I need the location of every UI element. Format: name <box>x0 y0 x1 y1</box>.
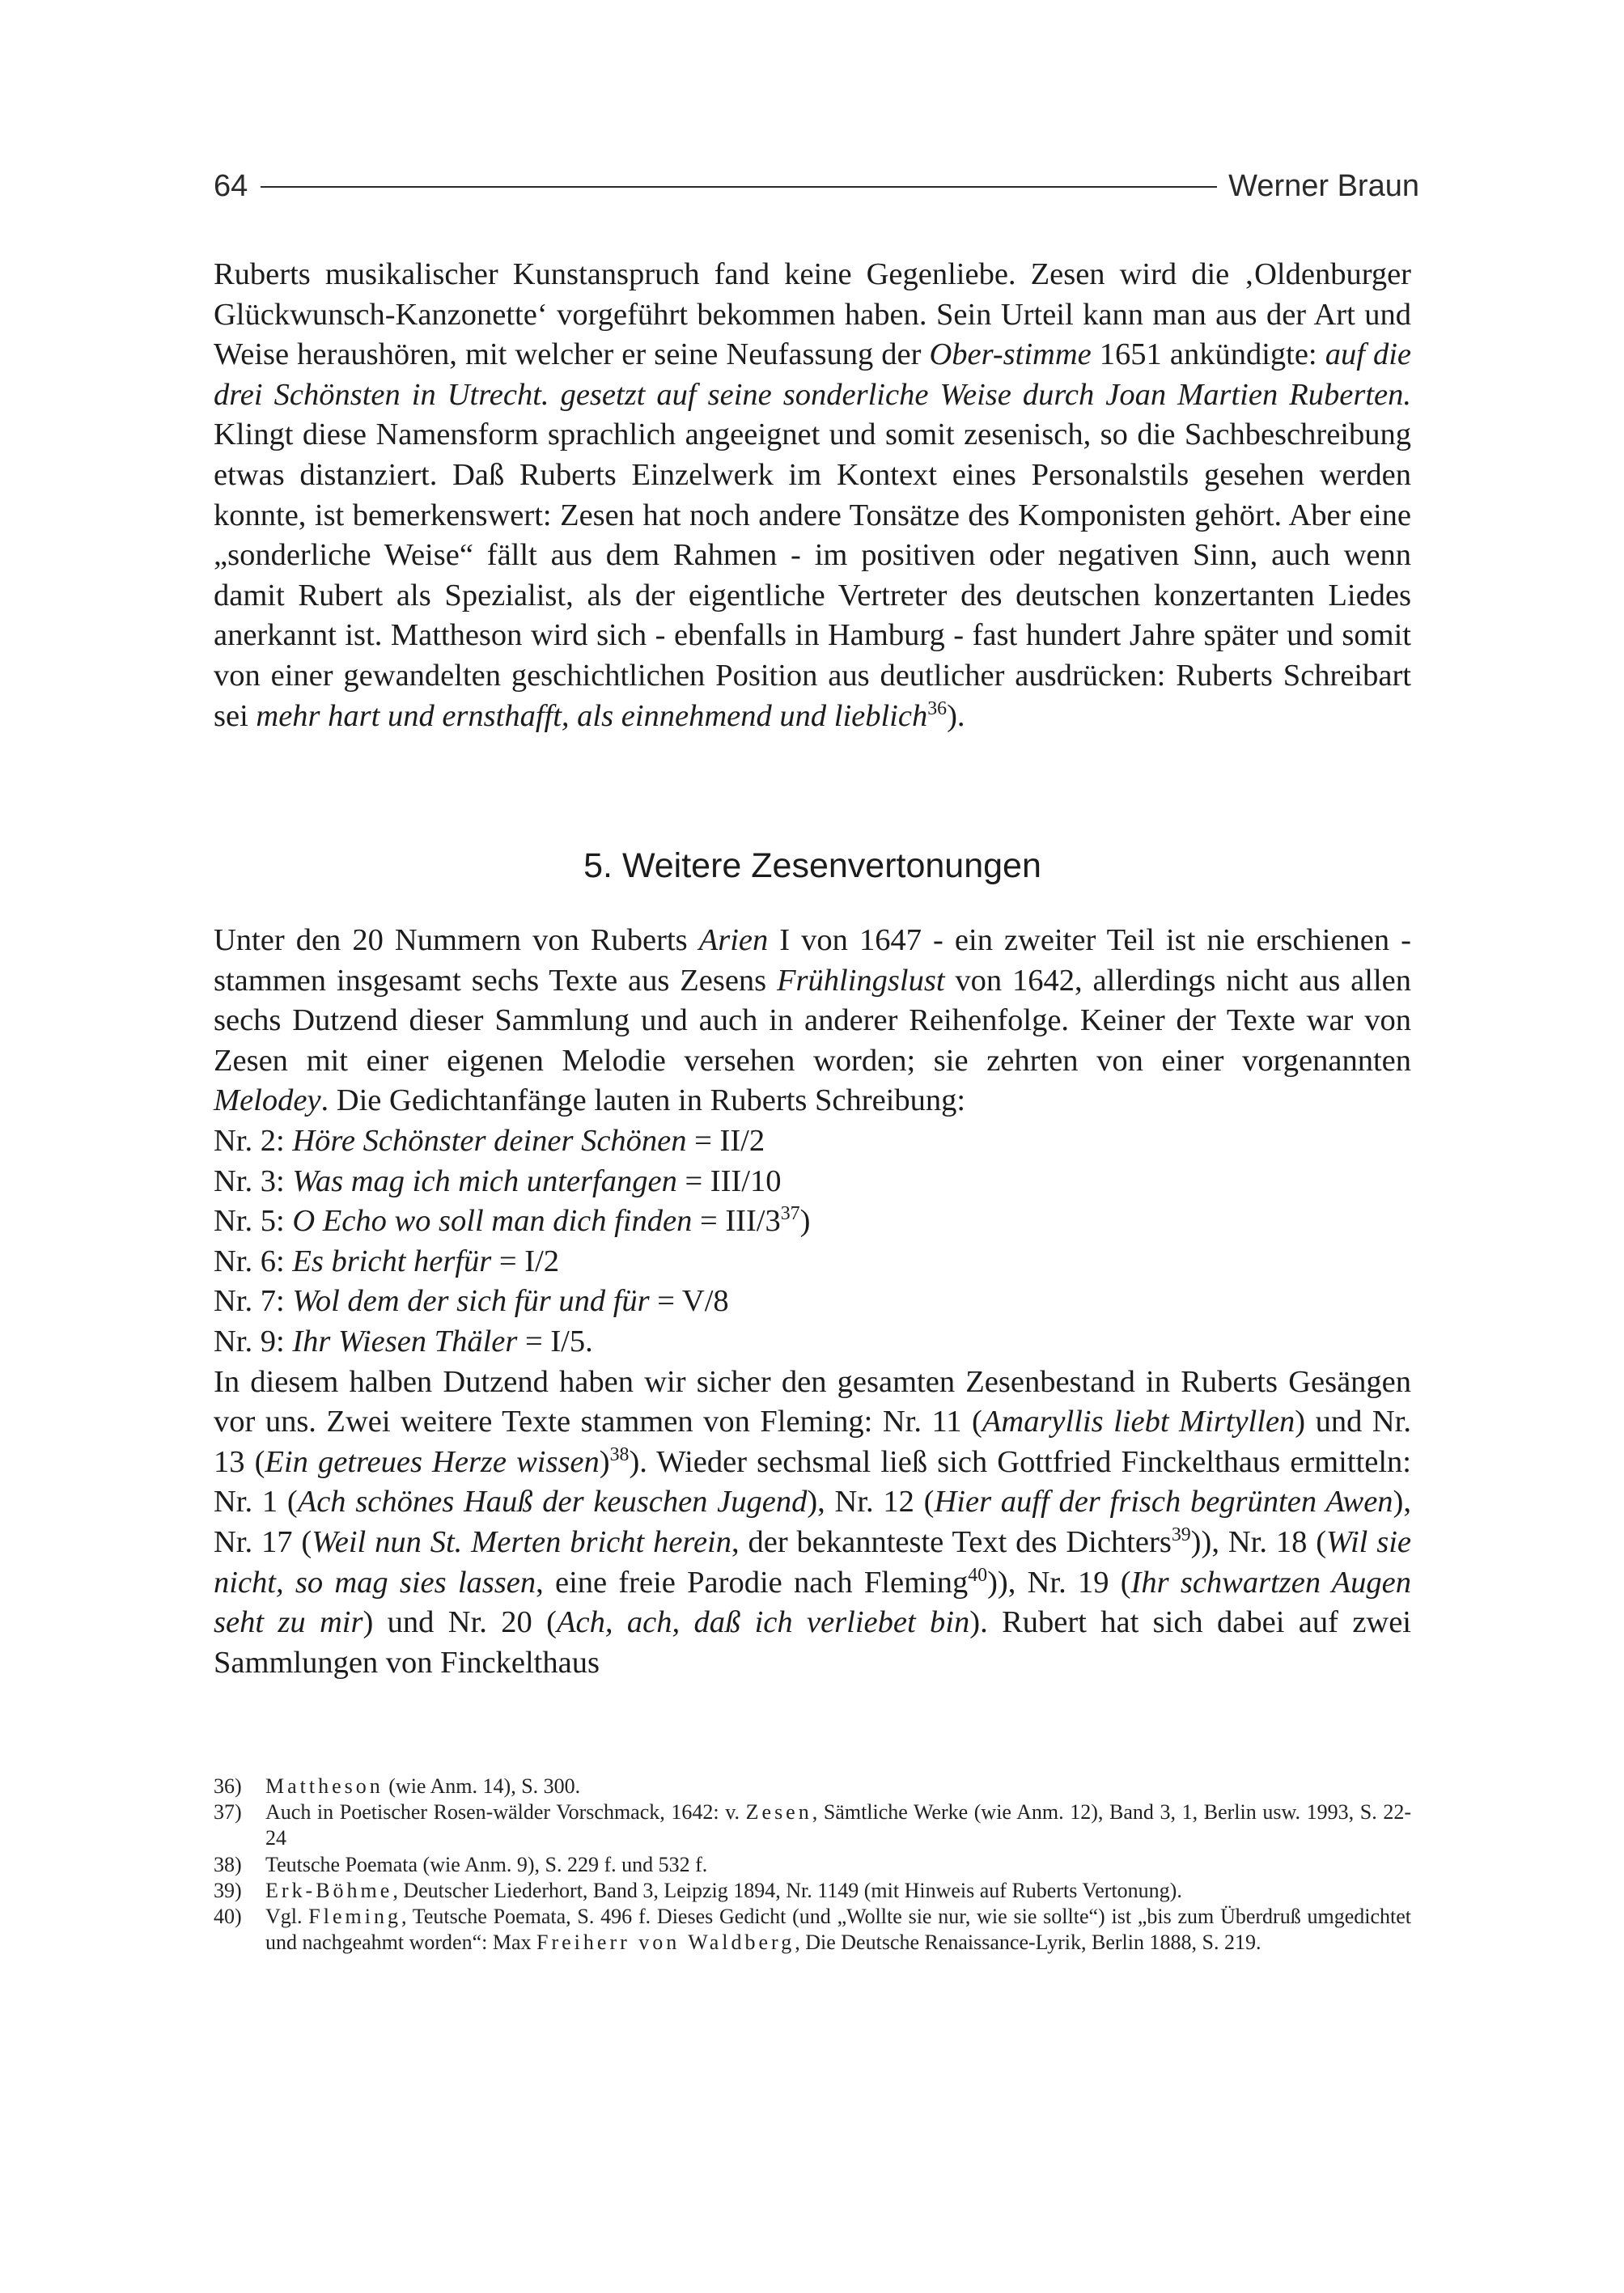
footnote-text: , Die Deutsche Renaissance-Lyrik, Berlin 1888, S. 219. <box>795 1931 1261 1955</box>
text-run: Klingt diese Namensform sprachlich angeeignet und somit zesenisch, so die Sachbeschreibung etwas distanziert. Daß Ruberts Einzelwerk im Kontext eines Personalstils gesehen werden konnte, ist bemerkenswert: Zesen hat noch andere Tonsätze des Komponisten gehört. Aber eine „sonderliche Weise“ fällt aus dem Rahmen - im positiven oder negativen Sinn, auch wenn damit Rubert als Spezialist, als der eigentliche Vertreter des deutschen konzertanten Liedes anerkannt ist. Mattheson wird sich - ebenfalls in Hamburg - fast hundert Jahre später und somit von einer gewandelten geschichtlichen Position aus deutlicher ausdrücken: Ruberts Schreibart sei <box>214 417 1411 733</box>
footnote <box>214 1852 1411 1878</box>
running-header <box>214 162 1419 210</box>
song-number: Nr. 9: <box>214 1324 293 1358</box>
footnote-number: 36) <box>214 1774 242 1798</box>
text-run: ). <box>947 698 965 733</box>
footnote-text: Vgl. <box>265 1905 309 1929</box>
footnote-number: 39) <box>214 1878 242 1902</box>
footnote-number: 40) <box>214 1905 242 1929</box>
song-number: Nr. 3: <box>214 1163 293 1198</box>
paragraph-fleming-finckelthaus <box>214 1363 1411 1684</box>
paragraph-rubert-kunstanspruch <box>214 255 1411 736</box>
italic-run: Ein getreues Herze wissen <box>265 1444 600 1479</box>
song-reference: = I/5. <box>517 1324 593 1358</box>
text-run: ). Wieder sechsmal ließ sich Gottfried Finckelthaus ermitteln: Nr. 1 ( <box>214 1444 1411 1519</box>
song-list-item <box>214 1242 1411 1282</box>
section-heading: 5. Weitere Zesenvertonungen <box>583 846 1041 885</box>
footnote-text: Teutsche Poemata (wie Anm. 9), S. 229 f. und 532 f. <box>265 1852 708 1876</box>
italic-run: Weil nun St. Merten bricht herein <box>312 1524 731 1559</box>
footnote-text: Auch in Poetischer Rosen-wälder Vorschmack, 1642: v. <box>265 1800 746 1825</box>
text-run: ) <box>599 1444 610 1479</box>
footnote-number: 38) <box>214 1852 242 1876</box>
song-reference: = V/8 <box>649 1284 729 1319</box>
body-text-bottom <box>214 921 1411 1683</box>
song-number: Nr. 2: <box>214 1123 293 1158</box>
song-list <box>214 1121 1411 1363</box>
page-number: 64 <box>214 169 248 203</box>
song-title: O Echo wo soll man dich finden <box>292 1204 693 1239</box>
italic-run: auf die drei Schönsten in Utrecht. gesetzt auf seine sonderliche Weise durch Joan Martien Ruberten. <box>214 337 1411 412</box>
text-run: ) und Nr. 13 ( <box>214 1405 1411 1479</box>
song-number: Nr. 5: <box>214 1204 293 1239</box>
song-list-item <box>214 1162 1411 1202</box>
text-run: )), Nr. 18 ( <box>1190 1524 1327 1559</box>
footnote-ref: 40 <box>968 1564 988 1586</box>
text-run: ), Nr. 17 ( <box>214 1485 1411 1559</box>
italic-run: Ach schönes Hauß der keuschen Jugend <box>297 1485 808 1519</box>
footnote-text: , Deutscher Liederhort, Band 3, Leipzig 1894, Nr. 1149 (mit Hinweis auf Ruberts Vertonung). <box>392 1878 1182 1902</box>
song-title: Es bricht herfür <box>292 1244 492 1278</box>
footnote-author: Fleming <box>308 1905 401 1929</box>
italic-run: Melodey <box>214 1083 321 1118</box>
song-reference: = III/10 <box>676 1163 782 1198</box>
footnote-author: Erk-Böhme <box>265 1878 393 1902</box>
italic-run: Ach, ach, daß ich verliebet bin <box>557 1605 970 1640</box>
song-reference: = I/2 <box>491 1244 560 1278</box>
text-run: Ruberts musikalischer Kunstanspruch fand keine Gegenliebe. Zesen wird die ‚Oldenburger Glückwunsch-Kanzonette‘ vorgeführt bekommen haben. Sein Urteil kann man aus der Art und Weise heraushören, mit welcher er seine Neufassung der <box>214 257 1411 372</box>
text-run: , eine freie Parodie nach Fleming <box>536 1565 969 1600</box>
paragraph-arien <box>214 921 1411 1121</box>
footnote <box>214 1904 1411 1956</box>
footnote-author: Freiherr von Waldberg <box>536 1931 795 1955</box>
footnote-ref: 36 <box>927 697 948 719</box>
text-run: ). Rubert hat sich dabei auf zwei Sammlungen von Finckelthaus <box>214 1605 1411 1680</box>
song-title: Wol dem der sich für und für <box>292 1284 650 1319</box>
footnote-number: 37) <box>214 1800 242 1825</box>
italic-run: Amaryllis liebt Mirtyllen <box>982 1405 1295 1439</box>
footnote <box>214 1878 1411 1904</box>
text-run: I von 1647 - ein zweiter Teil ist nie erschienen - stammen insgesamt sechs Texte aus Zesens <box>214 923 1411 998</box>
footnote <box>214 1774 1411 1799</box>
footnote-text: , Sämtliche Werke (wie Anm. 12), Band 3, 1, Berlin usw. 1993, S. 22-24 <box>265 1800 1411 1850</box>
song-number: Nr. 6: <box>214 1244 293 1278</box>
footnote-ref: 38 <box>609 1443 630 1465</box>
text-run: , der bekannteste Text des Dichters <box>731 1524 1172 1559</box>
text-run: )), Nr. 19 ( <box>987 1565 1131 1600</box>
running-author: Werner Braun <box>1217 167 1419 206</box>
italic-run: Ihr schwartzen Augen seht zu mir <box>214 1565 1411 1640</box>
italic-run: Wil sie nicht, so mag sies lassen <box>214 1524 1411 1600</box>
text-run: ), Nr. 12 ( <box>807 1485 935 1519</box>
footnote-text: (wie Anm. 14), S. 300. <box>383 1774 581 1798</box>
song-title: Was mag ich mich unterfangen <box>292 1163 677 1198</box>
body-text-top <box>214 255 1411 736</box>
italic-run: Hier auff der frisch begrünten Awen <box>934 1485 1393 1519</box>
footnotes <box>214 1774 1411 1956</box>
song-list-item <box>214 1282 1411 1322</box>
italic-run: mehr hart und ernsthafft, als einnehmend und lieblich <box>256 698 928 733</box>
text-run: ) und Nr. 20 ( <box>363 1605 558 1640</box>
song-title: Ihr Wiesen Thäler <box>292 1324 518 1358</box>
song-list-item <box>214 1121 1411 1162</box>
song-list-item <box>214 1322 1411 1363</box>
song-title: Höre Schönster deiner Schönen <box>292 1123 687 1158</box>
text-run: Unter den 20 Nummern von Ruberts <box>214 923 699 957</box>
footnote-ref: 39 <box>1171 1524 1191 1546</box>
text-run: von 1642, allerdings nicht aus allen sechs Dutzend dieser Sammlung und auch in anderer Reihenfolge. Keiner der Texte war von Zesen mit einer eigenen Melodie versehen worden; sie zehrten von einer vorgenannten <box>214 963 1411 1078</box>
song-reference: = III/3 <box>692 1204 781 1239</box>
song-list-item: Nr. 5: O Echo wo soll man dich finden = III/$3^{37}$) <box>214 1203 811 1239</box>
text-run: . Die Gedichtanfänge lauten in Ruberts Schreibung: <box>320 1083 966 1118</box>
footnote <box>214 1799 1411 1851</box>
text-run: 1651 ankündigte: <box>1091 337 1325 372</box>
italic-run: Ober-stimme <box>929 337 1092 372</box>
italic-run: Arien <box>698 923 769 957</box>
italic-run: Frühlingslust <box>777 963 945 998</box>
footnote-author: Zesen <box>745 1800 812 1825</box>
footnote-author: Mattheson <box>265 1774 384 1798</box>
song-reference: = II/2 <box>686 1123 765 1158</box>
text-run: In diesem halben Dutzend haben wir sicher den gesamten Zesenbestand in Ruberts Gesängen vor uns. Zwei weitere Texte stammen von Fleming: Nr. 11 ( <box>214 1364 1411 1439</box>
footnote-text: , Teutsche Poemata, S. 496 f. Dieses Gedicht (und „Wollte sie nur, wie sie sollte“) ist „bis zum Überdruß umgedichtet und nachgeahmt worden“: Max <box>265 1905 1412 1955</box>
song-number: Nr. 7: <box>214 1284 293 1319</box>
footnote-ref: 37 <box>780 1203 800 1225</box>
